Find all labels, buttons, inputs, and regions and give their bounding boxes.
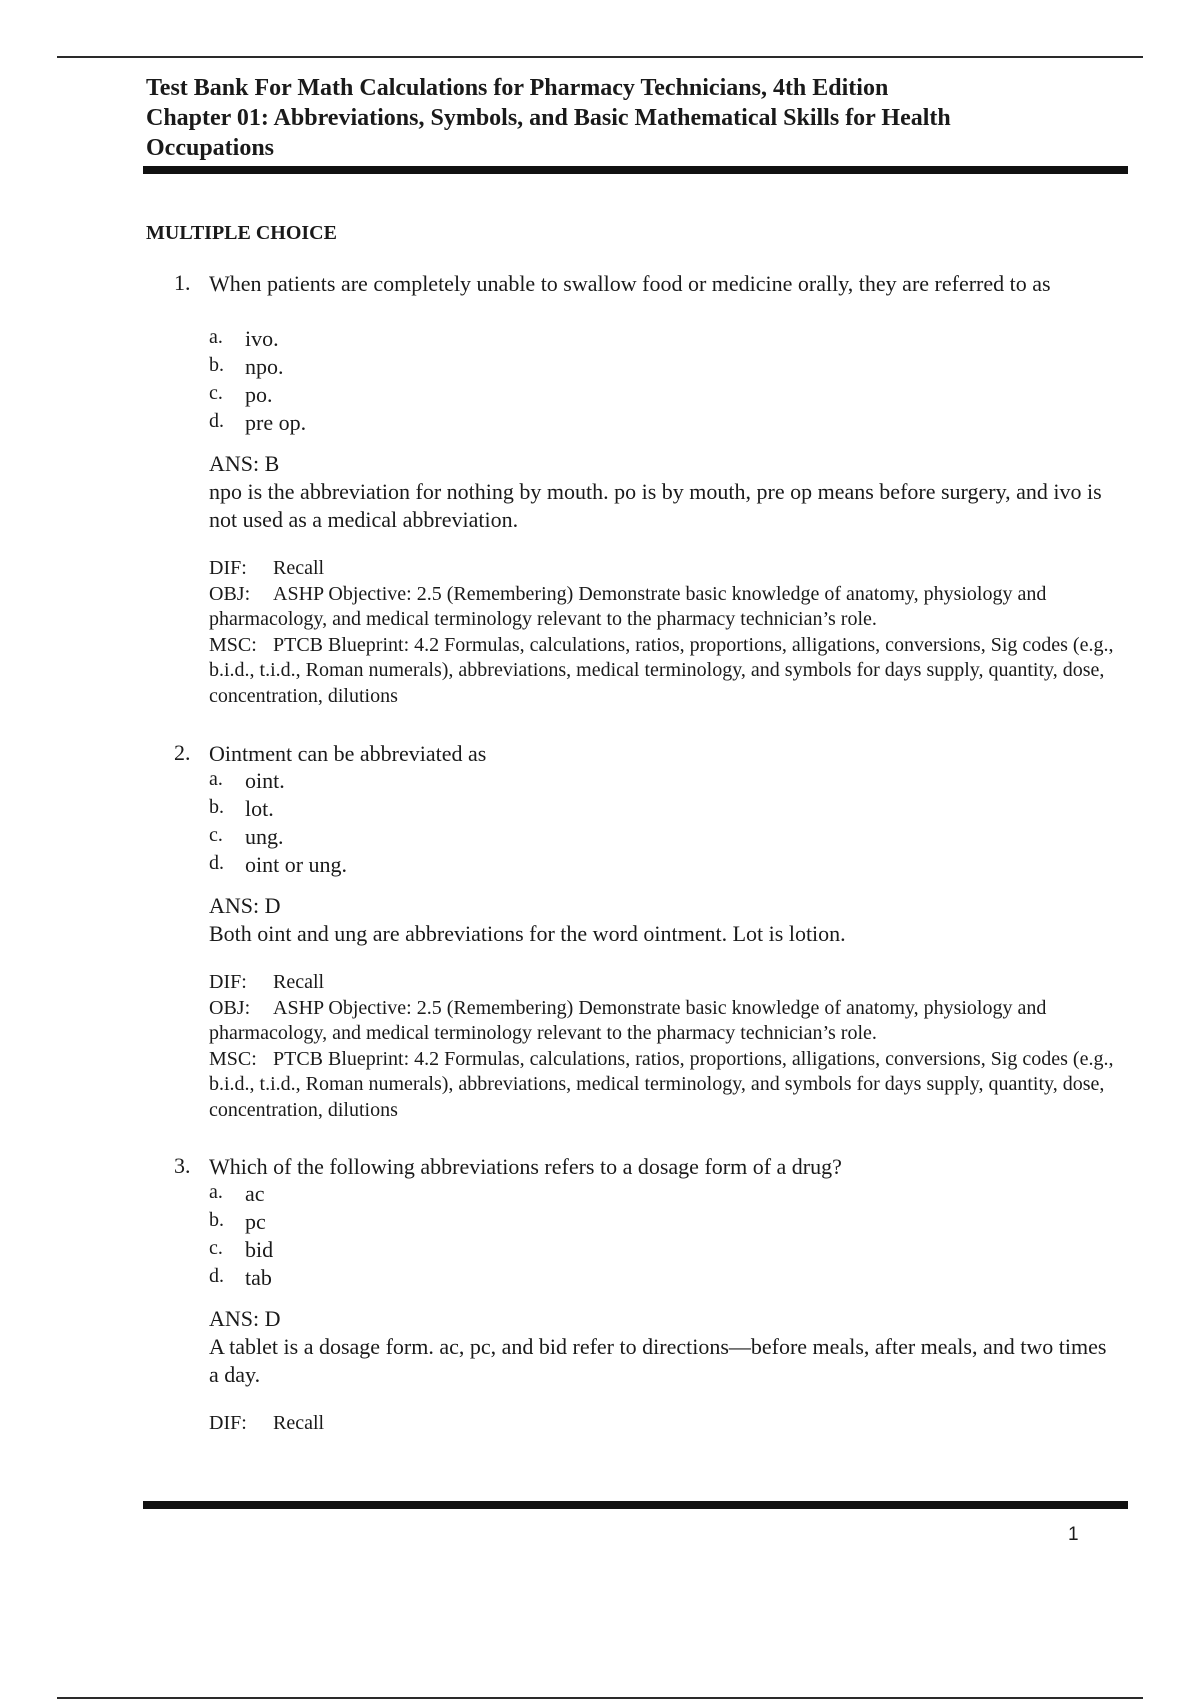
bottom-rule <box>57 1697 1143 1699</box>
misc <box>209 1047 1119 1124</box>
option-text: ivo. <box>245 326 279 351</box>
option-letter: a. <box>209 1181 223 1203</box>
answer-block <box>209 450 1119 534</box>
option-text: tab <box>245 1265 272 1290</box>
metadata-block <box>209 970 1119 1123</box>
option-letter: b. <box>209 354 224 376</box>
option-c <box>0 824 1200 852</box>
option-letter: c. <box>209 1237 223 1259</box>
question-text: Which of the following abbreviations refers to a dosage form of a drug? <box>209 1154 842 1179</box>
msc-label: MSC: <box>209 633 257 656</box>
obj-label: OBJ: <box>209 582 251 605</box>
answer-key: ANS: D <box>209 893 281 918</box>
option-text: pre op. <box>245 410 307 435</box>
metadata-block <box>209 1411 1119 1437</box>
option-letter: d. <box>209 410 224 432</box>
obj-value: ASHP Objective: 2.5 (Remembering) Demonstrate basic knowledge of anatomy, physiology and pharmacology, and medical terminology relevant to the pharmacy technician’s role. <box>209 996 1047 1044</box>
answer-explanation: npo is the abbreviation for nothing by mouth. po is by mouth, pre op means before surgery, and ivo is not used as a medical abbreviation. <box>209 479 1102 532</box>
option-b <box>0 1209 1200 1237</box>
dif-value: Recall <box>273 557 325 579</box>
option-b <box>0 796 1200 824</box>
question-text: When patients are completely unable to swallow food or medicine orally, they are referred to as <box>209 271 1051 296</box>
objective <box>209 996 1119 1047</box>
option-letter: c. <box>209 824 223 846</box>
metadata-block <box>209 556 1119 709</box>
msc-value: PTCB Blueprint: 4.2 Formulas, calculations, ratios, proportions, alligations, conversions, Sig codes (e.g., b.i.d., t.i.d., Roman numerals), abbreviations, medical terminology, and symbols for days supply, quantity, dose, concentration, dilutions <box>209 633 1114 707</box>
section-title: MULTIPLE CHOICE <box>146 222 337 244</box>
option-text: oint. <box>245 768 285 793</box>
option-b <box>0 354 1200 382</box>
option-letter: b. <box>209 1209 224 1231</box>
difficulty <box>209 1411 1119 1437</box>
objective <box>209 582 1119 633</box>
answer-explanation: Both oint and ung are abbreviations for the word ointment. Lot is lotion. <box>209 921 846 946</box>
option-a <box>0 1181 1200 1209</box>
question-3 <box>0 1153 1200 1437</box>
option-a <box>0 326 1200 354</box>
option-text: po. <box>245 382 273 407</box>
option-d <box>0 852 1200 880</box>
answer-explanation: A tablet is a dosage form. ac, pc, and bid refer to directions—before meals, after meals, and two times a day. <box>209 1334 1107 1387</box>
option-letter: b. <box>209 796 224 818</box>
difficulty <box>209 970 1119 996</box>
header-divider <box>143 166 1128 174</box>
option-text: ung. <box>245 824 284 849</box>
dif-value: Recall <box>273 971 325 993</box>
option-text: oint or ung. <box>245 852 348 877</box>
misc <box>209 633 1119 710</box>
dif-label: DIF: <box>209 1412 247 1434</box>
difficulty <box>209 556 1119 582</box>
question-number: 3. <box>174 1153 191 1178</box>
obj-value: ASHP Objective: 2.5 (Remembering) Demonstrate basic knowledge of anatomy, physiology and pharmacology, and medical terminology relevant to the pharmacy technician’s role. <box>209 582 1047 630</box>
option-text: bid <box>245 1237 274 1262</box>
question-number: 2. <box>174 740 191 765</box>
question-text: Ointment can be abbreviated as <box>209 741 487 766</box>
document-header <box>146 73 1136 163</box>
top-rule <box>57 56 1143 58</box>
option-letter: a. <box>209 768 223 790</box>
header-title: Test Bank For Math Calculations for Pharmacy Technicians, 4th Edition <box>146 75 889 101</box>
question-1 <box>0 270 1200 709</box>
option-letter: c. <box>209 382 223 404</box>
option-text: npo. <box>245 354 284 379</box>
header-chapter-cont: Occupations <box>146 135 275 161</box>
option-c <box>0 1237 1200 1265</box>
option-text: pc <box>245 1209 266 1234</box>
dif-value: Recall <box>273 1412 325 1434</box>
option-d <box>0 1265 1200 1293</box>
answer-key: ANS: D <box>209 1306 281 1331</box>
option-text: lot. <box>245 796 274 821</box>
option-text: ac <box>245 1181 265 1206</box>
answer-block <box>209 1305 1119 1389</box>
answer-key: ANS: B <box>209 451 280 476</box>
question-2 <box>0 740 1200 1123</box>
page-number: 1 <box>1068 1524 1079 1545</box>
dif-label: DIF: <box>209 971 247 993</box>
option-a <box>0 768 1200 796</box>
option-letter: a. <box>209 326 223 348</box>
msc-value: PTCB Blueprint: 4.2 Formulas, calculations, ratios, proportions, alligations, conversions, Sig codes (e.g., b.i.d., t.i.d., Roman numerals), abbreviations, medical terminology, and symbols for days supply, quantity, dose, concentration, dilutions <box>209 1047 1114 1121</box>
obj-label: OBJ: <box>209 996 251 1019</box>
option-c <box>0 382 1200 410</box>
footer-divider <box>143 1501 1128 1509</box>
option-letter: d. <box>209 852 224 874</box>
option-letter: d. <box>209 1265 224 1287</box>
option-d <box>0 410 1200 438</box>
header-chapter: Chapter 01: Abbreviations, Symbols, and Basic Mathematical Skills for Health <box>146 105 951 131</box>
msc-label: MSC: <box>209 1047 257 1070</box>
question-number: 1. <box>174 270 191 295</box>
dif-label: DIF: <box>209 557 247 579</box>
answer-block <box>209 892 1119 948</box>
